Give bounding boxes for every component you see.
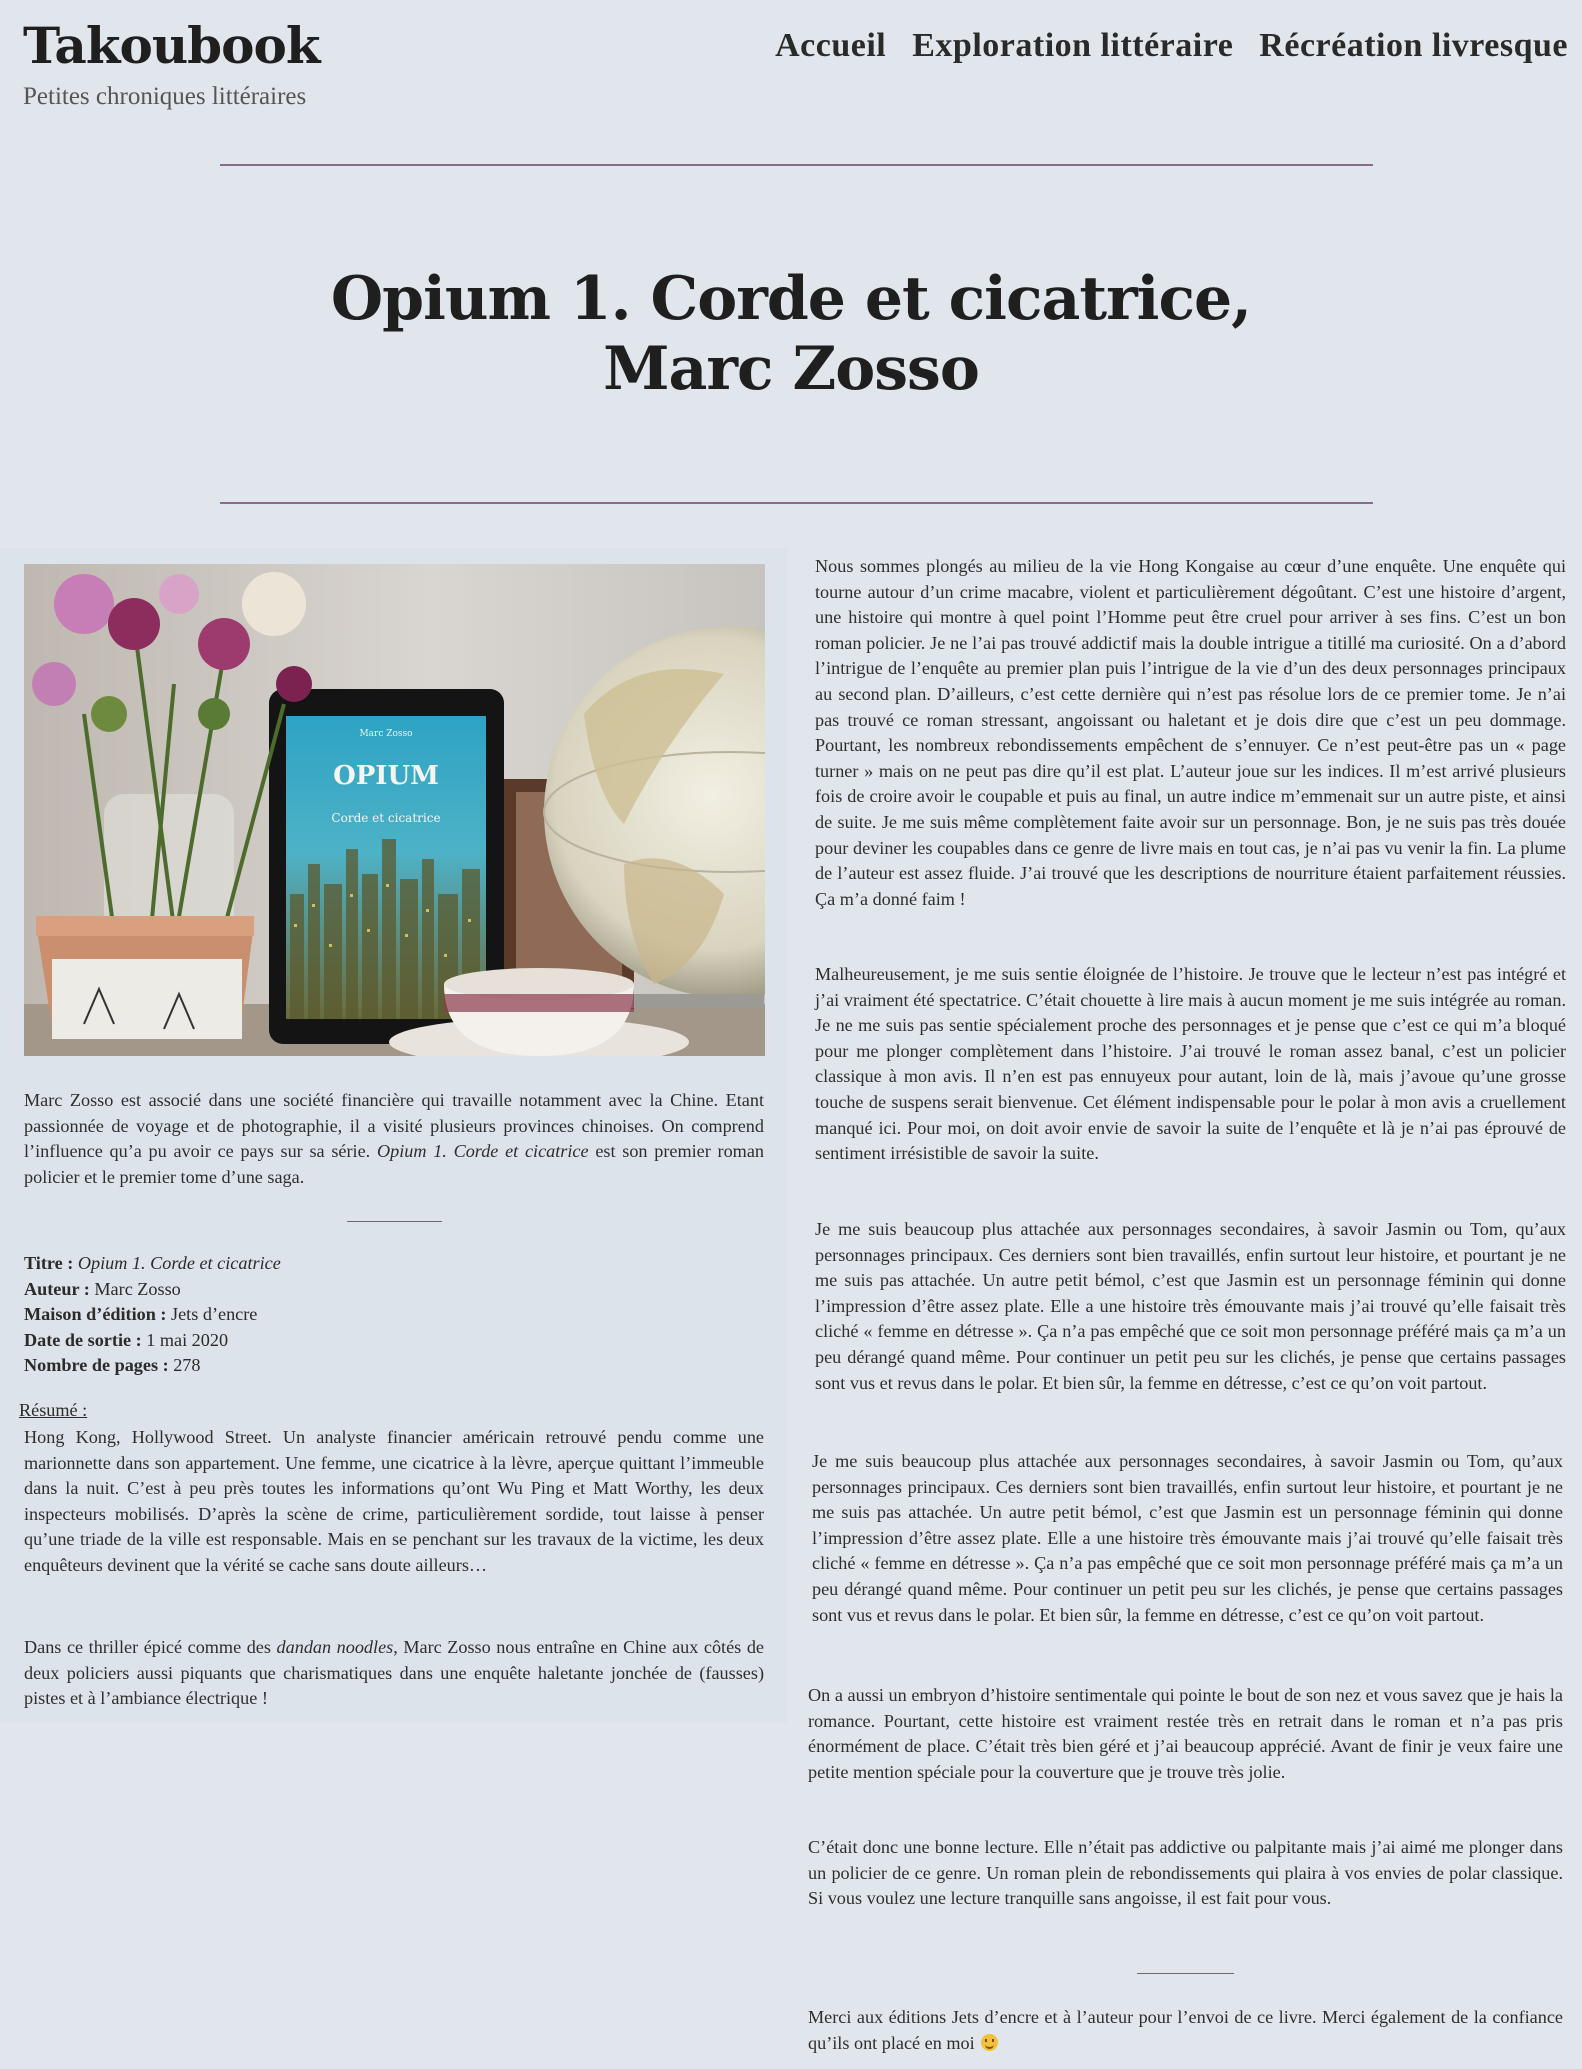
meta-author-label: Auteur : [24,1278,90,1299]
nav-item-recreation[interactable]: Récréation livresque [1259,27,1568,64]
cover-title-text: OPIUM [333,761,439,791]
site-title[interactable]: Takoubook [23,16,320,75]
section-separator [347,1221,442,1222]
review-paragraph-6: C’était donc une bonne lecture. Elle n’était pas addictive ou palpitante mais j’ai aimé me plonger dans un policier de ce genre. Un roman plein de rebondissements qui plaira à vos envies de polar classique. Si vous voulez une lecture tranquille sans angoisse, il est fait pour vous. [808,1837,1563,1909]
pitch-italic: dandan noodles [276,1637,394,1657]
review-column [790,548,1582,2069]
pitch-after: , Marc Zosso nous entraîne en Chine aux côtés de deux policiers aussi piquants que charismatiques dans une enquête haletante jonchée de (fausses) pistes et à l’ambiance électrique ! [24,1637,764,1709]
meta-author-row [24,1277,764,1303]
meta-publisher-label: Maison d’édition : [24,1304,167,1325]
post-title-line2: Marc Zosso [603,334,979,404]
review-separator [1137,1973,1234,1974]
book-photo [24,564,765,1056]
meta-pages-label: Nombre de pages : [24,1355,169,1376]
smiley-icon [981,2034,998,2051]
meta-author-value: Marc Zosso [94,1278,181,1299]
review-paragraph-1: Nous sommes plongés au milieu de la vie Hong Kongaise au cœur d’une enquête. Une enquête qui tourne autour d’un crime macabre, violent et particulièrement dégoûtant. C’est une histoire d’argent, une histoire qui montre à quel point l’Homme peut être cruel pour arriver à ses fins. C’est un bon roman policier. Je ne l’ai pas trouvé addictif mais la double intrigue a titillé ma curiosité. On a d’abord l’intrigue de l’enquête au premier plan puis l’intrigue de la vie d’un des deux personnages principaux au second plan. D’ailleurs, c’est cette dernière qui n’est pas résolue lors de ce premier tome. Je n’ai pas trouvé ce roman stressant, angoissant ou haletant et je dois dire que c’est un peu dommage. Pourtant, les nombreux rebondissements empêchent de s’ennuyer. Ce n’est peut-être pas un « page turner » mais on ne peut pas dire qu’il est plat. L’auteur joue sur les indices. Il m’est arrivé plusieurs fois de croire avoir le coupable et puis au final, un autre indice m’emmenait sur un autre piste, et ainsi de suite. Je me suis même complètement faite avoir sur un personnage. Bon, je ne suis pas très douée pour deviner les coupables dans ce genre de livre mais en tout cas, je n’ai pas vu venir la fin. La plume de l’auteur est assez fluide. J’ai trouvé que les descriptions de nourriture étaient parfaitement réussies. Ça m’a donné faim ! [815,556,1566,909]
pitch-text [24,1635,764,1712]
book-metadata [24,1251,764,1379]
meta-pages-value: 278 [173,1355,201,1376]
post-title [0,264,1582,404]
main-nav [775,27,1568,65]
cover-author-text: Marc Zosso [359,729,413,739]
thanks-paragraph [808,2005,1563,2056]
title-divider-top [220,164,1373,166]
post-title-line1: Opium 1. Corde et cicatrice, [330,264,1252,334]
meta-publisher-row [24,1302,764,1328]
site-header [0,0,1582,130]
meta-pages-row [24,1353,764,1379]
nav-item-accueil[interactable]: Accueil [775,27,887,64]
site-tagline: Petites chroniques littéraires [23,83,307,110]
review-paragraph-5: On a aussi un embryon d’histoire sentimentale qui pointe le bout de son nez et vous savez que je hais la romance. Pourtant, cette histoire est vraiment restée très en retrait dans le roman et n’a pas pris énormément de place. C’était très bien géré et j’ai beaucoup apprécié. Avant de finir je veux faire une petite mention spéciale pour la couverture que je trouve très jolie. [808,1685,1563,1782]
thanks-text: Merci aux éditions Jets d’encre et à l’auteur pour l’envoi de ce livre. Merci également de la confiance qu’ils ont placé en moi [808,2007,1563,2053]
bio-book-title: Opium 1. Corde et cicatrice [376,1141,589,1162]
pitch-before: Dans ce thriller épicé comme des [24,1637,277,1657]
resume-text: Hong Kong, Hollywood Street. Un analyste financier américain retrouvé pendu comme une marionnette dans son appartement. Une femme, une cicatrice à la lèvre, aperçue quittant l’immeuble dans la nuit. C’est à peu près toutes les informations qu’ont Wu Ping et Matt Worthy, les deux inspecteurs mobilisés. D’après la scène de crime, particulièrement sordide, tout laisse à penser qu’une triade de la ville est responsable. Mais en se penchant sur les travaux de la victime, les deux enquêteurs devinent que la vérité se cache sans doute ailleurs… [24,1427,764,1575]
meta-title-row [24,1251,764,1277]
meta-date-label: Date de sortie : [24,1329,142,1350]
meta-publisher-value: Jets d’encre [171,1304,258,1325]
author-bio [24,1088,764,1190]
nav-item-exploration[interactable]: Exploration littéraire [912,27,1234,64]
bio-text-before: Marc Zosso est associé dans une société financière qui travaille notamment avec la Chine. Etant passionnée de voyage et de photographie, il a visité plusieurs provinces chinoises. On comprend l’influence qu’a pu avoir ce pays sur sa série. [24,1090,764,1162]
review-paragraph-2: Malheureusement, je me suis sentie éloignée de l’histoire. Je trouve que le lecteur n’est pas intégré et j’ai vraiment été spectatrice. C’était chouette à lire mais à aucun moment je me suis intégrée au roman. Je ne me suis pas sentie spécialement proche des personnages et je pense que c’est ce qui m’a bloqué pour me plonger complètement dans l’histoire. J’ai trouvé le roman assez banal, c’est un policier classique à mon avis. Il n’en est pas ennuyeux pour autant, loin de là, mais j’avoue qu’une grosse touche de suspens serait bienvenue. Cet élément indispensable pour le polar à mon avis a cruellement manqué ici. Pour moi, on doit avoir envie de savoir la suite de l’enquête et là je n’ai pas éprouvé de sentiment irrésistible de savoir la suite. [815,964,1566,1164]
bio-text-after: est son premier roman policier et le premier tome d’une saga. [24,1141,765,1187]
cover-subtitle-text: Corde et cicatrice [331,811,441,825]
meta-title-value: Opium 1. Corde et cicatrice [77,1253,281,1273]
meta-date-value: 1 mai 2020 [146,1329,229,1350]
review-paragraph-4: Je me suis beaucoup plus attachée aux personnages secondaires, à savoir Jasmin ou Tom, qu’aux personnages principaux. Ces derniers sont bien travaillés, enfin surtout leur histoire, et pourtant je ne me suis pas attachée. Un autre petit bémol, c’est que Jasmin est un personnage féminin qui donne l’impression d’être assez plate. Elle a une histoire très émouvante mais j’ai trouvé qu’elle faisait très cliché « femme en détresse ». Ça n’a pas empêché que ce soit mon personnage préféré mais ça m’a un peu dérangé quand même. Pour continuer un petit peu sur les clichés, je pense que certains passages sont vus et revus dans le polar. Et bien sûr, la femme en détresse, c’est ce qu’on voit partout. [812,1451,1563,1625]
title-divider-bottom [220,502,1373,504]
left-column [0,548,787,1723]
meta-date-row [24,1328,764,1354]
meta-title-label: Titre : [24,1253,74,1273]
resume-heading: Résumé : [19,1400,88,1420]
review-paragraph-3: Je me suis beaucoup plus attachée aux personnages secondaires, à savoir Jasmin ou Tom, qu’aux personnages principaux. Ces derniers sont bien travaillés, enfin surtout leur histoire, et pourtant je ne me suis pas attachée. Un autre petit bémol, c’est que Jasmin est un personnage féminin qui donne l’impression d’être assez plate. Elle a une histoire très émouvante mais j’ai trouvé qu’elle faisait très cliché « femme en détresse ». Ça n’a pas empêché que ce soit mon personnage préféré mais ça m’a un peu dérangé quand même. Pour continuer un petit peu sur les clichés, je pense que certains passages sont vus et revus dans le polar. Et bien sûr, la femme en détresse, c’est ce qu’on voit partout. [815,1219,1566,1393]
